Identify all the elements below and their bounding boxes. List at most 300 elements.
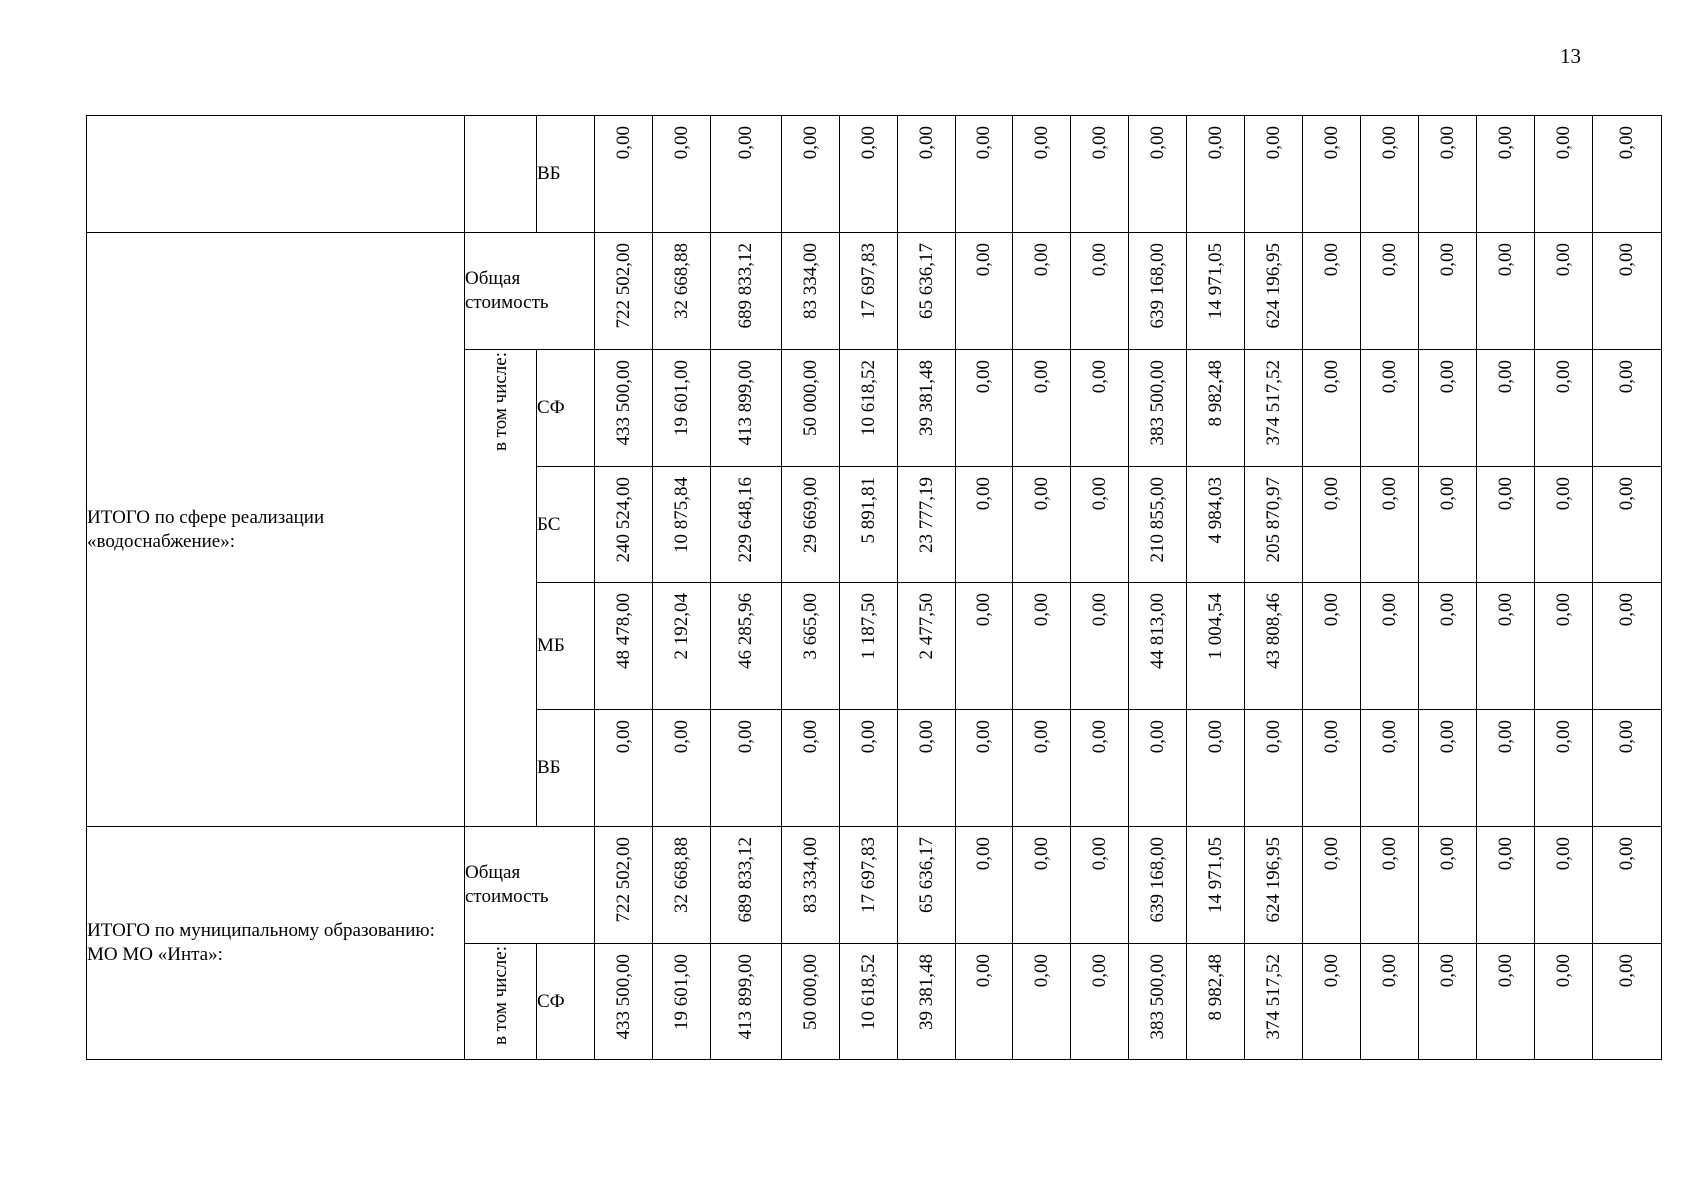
- value-text: 83 334,00: [799, 243, 821, 319]
- value-text: 240 524,00: [612, 477, 634, 563]
- value-cell: [1245, 710, 1303, 827]
- value-text: 50 000,00: [799, 954, 821, 1030]
- value-text: 0,00: [1030, 477, 1052, 511]
- value-cell: [1187, 827, 1245, 944]
- value-cell: [1477, 116, 1535, 233]
- value-text: 0,00: [1146, 126, 1168, 160]
- value-cell: [898, 710, 956, 827]
- value-text: 383 500,00: [1146, 360, 1168, 446]
- value-cell: [1071, 116, 1129, 233]
- value-cell: [1361, 467, 1419, 583]
- value-cell: [1071, 710, 1129, 827]
- value-cell: [1361, 944, 1419, 1060]
- value-cell: [956, 116, 1013, 233]
- value-cell: [1419, 233, 1477, 350]
- value-cell: [1245, 944, 1303, 1060]
- value-text: 0,00: [973, 477, 994, 511]
- value-text: 0,00: [1436, 954, 1458, 988]
- value-text: 0,00: [857, 720, 879, 754]
- value-text: 205 870,97: [1262, 477, 1284, 563]
- value-text: 14 971,05: [1204, 243, 1226, 319]
- value-text: 17 697,83: [857, 837, 879, 913]
- value-text: 374 517,52: [1262, 954, 1284, 1040]
- value-text: 0,00: [1494, 954, 1516, 988]
- value-cell: [1071, 944, 1129, 1060]
- value-cell: [1129, 710, 1187, 827]
- value-cell: [1071, 583, 1129, 710]
- value-text: 0,00: [1494, 360, 1516, 394]
- value-text: 39 381,48: [915, 954, 937, 1030]
- value-text: 413 899,00: [735, 360, 756, 446]
- value-text: 0,00: [1552, 126, 1574, 160]
- value-text: 0,00: [1030, 243, 1052, 277]
- value-text: 0,00: [1204, 720, 1226, 754]
- value-cell: [1419, 944, 1477, 1060]
- value-cell: [1129, 583, 1187, 710]
- value-cell: [711, 467, 782, 583]
- value-cell: [595, 710, 653, 827]
- value-cell: [1535, 116, 1593, 233]
- value-text: 0,00: [973, 243, 994, 277]
- value-cell: [1593, 350, 1662, 467]
- value-text: 3 665,00: [799, 593, 821, 660]
- value-text: 0,00: [1616, 243, 1637, 277]
- value-text: 0,00: [1436, 720, 1458, 754]
- value-cell: [1187, 350, 1245, 467]
- value-cell: [1303, 116, 1361, 233]
- value-text: 0,00: [1088, 243, 1110, 277]
- value-cell: [595, 944, 653, 1060]
- value-text: 0,00: [1030, 593, 1052, 627]
- value-text: 0,00: [915, 126, 937, 160]
- value-text: 44 813,00: [1146, 593, 1168, 669]
- value-text: 0,00: [1552, 360, 1574, 394]
- value-text: 0,00: [670, 126, 692, 160]
- value-cell: [1535, 350, 1593, 467]
- value-cell: [840, 583, 898, 710]
- value-cell: [1187, 116, 1245, 233]
- value-cell: [1303, 583, 1361, 710]
- value-cell: [782, 350, 840, 467]
- value-text: 23 777,19: [915, 477, 937, 553]
- value-cell: [653, 116, 711, 233]
- value-text: 8 982,48: [1204, 954, 1226, 1021]
- value-text: 0,00: [1378, 477, 1400, 511]
- value-cell: [1129, 827, 1187, 944]
- value-text: 0,00: [1436, 243, 1458, 277]
- value-text: 0,00: [1616, 477, 1637, 511]
- value-cell: [1477, 583, 1535, 710]
- value-cell: [1419, 710, 1477, 827]
- value-cell: [1071, 467, 1129, 583]
- value-cell: [1361, 710, 1419, 827]
- value-cell: [1303, 467, 1361, 583]
- value-text: 10 875,84: [670, 477, 692, 553]
- value-cell: [1303, 710, 1361, 827]
- value-cell: [1419, 583, 1477, 710]
- value-text: 0,00: [1378, 126, 1400, 160]
- value-text: 0,00: [1378, 837, 1400, 871]
- value-text: 722 502,00: [612, 243, 634, 329]
- value-cell: [711, 350, 782, 467]
- value-text: 0,00: [1320, 360, 1342, 394]
- value-text: 0,00: [1262, 720, 1284, 754]
- value-cell: [1361, 827, 1419, 944]
- value-text: 10 618,52: [857, 954, 879, 1030]
- value-text: 689 833,12: [735, 243, 756, 329]
- value-text: 0,00: [973, 720, 994, 754]
- value-text: 0,00: [1436, 593, 1458, 627]
- value-cell: [1013, 583, 1071, 710]
- value-cell: [1245, 583, 1303, 710]
- value-text: 0,00: [1030, 126, 1052, 160]
- value-cell: [898, 350, 956, 467]
- value-cell: [1187, 944, 1245, 1060]
- value-cell: [1187, 233, 1245, 350]
- value-cell: [653, 710, 711, 827]
- value-text: 0,00: [799, 720, 821, 754]
- value-cell: [1187, 710, 1245, 827]
- value-cell: [1593, 944, 1662, 1060]
- value-cell: [840, 350, 898, 467]
- value-text: 50 000,00: [799, 360, 821, 436]
- value-text: 0,00: [1088, 477, 1110, 511]
- value-text: 0,00: [1616, 954, 1637, 988]
- value-text: 0,00: [1378, 593, 1400, 627]
- value-cell: [782, 710, 840, 827]
- value-text: 4 984,03: [1204, 477, 1226, 544]
- value-cell: [956, 710, 1013, 827]
- value-cell: [1303, 350, 1361, 467]
- value-cell: [1419, 827, 1477, 944]
- value-cell: [1129, 467, 1187, 583]
- value-text: 29 669,00: [799, 477, 821, 553]
- value-text: 0,00: [1088, 837, 1110, 871]
- value-cell: [595, 583, 653, 710]
- value-cell: [653, 944, 711, 1060]
- value-cell: [1535, 233, 1593, 350]
- value-text: 0,00: [973, 837, 994, 871]
- value-text: 0,00: [1436, 837, 1458, 871]
- value-text: 65 636,17: [915, 837, 937, 913]
- value-text: 0,00: [1378, 954, 1400, 988]
- value-text: 0,00: [973, 360, 994, 394]
- value-cell: [898, 944, 956, 1060]
- value-text: 0,00: [1030, 837, 1052, 871]
- value-cell: [840, 944, 898, 1060]
- value-cell: [782, 944, 840, 1060]
- empty-including-cell: [465, 116, 537, 233]
- value-text: 46 285,96: [735, 593, 756, 669]
- total-cost-label: Общая стоимость: [465, 233, 595, 350]
- fund-cell: ВБ: [537, 710, 595, 827]
- value-cell: [1187, 467, 1245, 583]
- value-cell: [1013, 350, 1071, 467]
- value-cell: [711, 827, 782, 944]
- value-text: 0,00: [735, 126, 756, 160]
- including-label: [465, 944, 537, 1060]
- value-cell: [595, 350, 653, 467]
- value-cell: [1593, 467, 1662, 583]
- value-cell: [1419, 467, 1477, 583]
- value-cell: [840, 233, 898, 350]
- value-text: 0,00: [670, 720, 692, 754]
- value-text: 0,00: [1030, 720, 1052, 754]
- empty-title-cell: [87, 116, 465, 233]
- value-text: 0,00: [1320, 837, 1342, 871]
- value-text: 0,00: [1088, 954, 1110, 988]
- table-row: [87, 116, 1662, 233]
- value-cell: [1129, 116, 1187, 233]
- value-text: 32 668,88: [670, 837, 692, 913]
- value-text: 0,00: [1088, 593, 1110, 627]
- value-cell: [1303, 827, 1361, 944]
- value-text: 0,00: [1552, 954, 1574, 988]
- value-cell: [956, 233, 1013, 350]
- value-text: 0,00: [1378, 720, 1400, 754]
- value-cell: [1477, 233, 1535, 350]
- value-text: 65 636,17: [915, 243, 937, 319]
- value-text: 0,00: [1494, 593, 1516, 627]
- value-text: 624 196,95: [1262, 837, 1284, 923]
- value-cell: [1593, 583, 1662, 710]
- value-text: 383 500,00: [1146, 954, 1168, 1040]
- fund-cell: СФ: [537, 350, 595, 467]
- value-cell: [653, 350, 711, 467]
- value-text: 0,00: [1616, 720, 1637, 754]
- value-cell: [1535, 827, 1593, 944]
- value-text: 0,00: [1494, 720, 1516, 754]
- value-cell: [711, 233, 782, 350]
- block-title: ИТОГО по сфере реализации «водоснабжение»:: [87, 233, 465, 827]
- value-cell: [1535, 944, 1593, 1060]
- value-text: 0,00: [1436, 477, 1458, 511]
- value-cell: [1245, 116, 1303, 233]
- value-text: 39 381,48: [915, 360, 937, 436]
- value-cell: [840, 710, 898, 827]
- value-text: 19 601,00: [670, 360, 692, 436]
- value-cell: [956, 583, 1013, 710]
- value-text: 0,00: [1494, 477, 1516, 511]
- fund-cell: ВБ: [537, 116, 595, 233]
- value-cell: [1419, 116, 1477, 233]
- value-cell: [1013, 116, 1071, 233]
- value-cell: [1013, 233, 1071, 350]
- value-cell: [1013, 827, 1071, 944]
- value-cell: [653, 583, 711, 710]
- value-text: 0,00: [1616, 837, 1637, 871]
- value-text: 0,00: [1378, 243, 1400, 277]
- value-text: 433 500,00: [612, 360, 634, 446]
- value-text: 0,00: [857, 126, 879, 160]
- value-text: 19 601,00: [670, 954, 692, 1030]
- value-text: 2 192,04: [670, 593, 692, 660]
- value-cell: [840, 116, 898, 233]
- value-text: 0,00: [799, 126, 821, 160]
- value-text: 2 477,50: [915, 593, 937, 660]
- value-text: 0,00: [1320, 954, 1342, 988]
- value-text: 0,00: [1552, 837, 1574, 871]
- value-cell: [1361, 583, 1419, 710]
- value-cell: [1593, 710, 1662, 827]
- table-row: [87, 233, 1662, 350]
- value-cell: [1245, 467, 1303, 583]
- funding-table: [86, 115, 1662, 1060]
- value-text: 5 891,81: [857, 477, 879, 544]
- fund-cell: СФ: [537, 944, 595, 1060]
- value-cell: [1361, 116, 1419, 233]
- value-cell: [1303, 233, 1361, 350]
- value-cell: [1245, 233, 1303, 350]
- value-cell: [653, 467, 711, 583]
- value-text: 0,00: [1146, 720, 1168, 754]
- value-text: 0,00: [1088, 126, 1110, 160]
- value-text: 0,00: [1320, 477, 1342, 511]
- value-text: 639 168,00: [1146, 837, 1168, 923]
- value-cell: [1477, 710, 1535, 827]
- value-cell: [1245, 827, 1303, 944]
- value-text: 43 808,46: [1262, 593, 1284, 669]
- value-text: 374 517,52: [1262, 360, 1284, 446]
- value-text: 689 833,12: [735, 837, 756, 923]
- value-cell: [1477, 827, 1535, 944]
- total-cost-label: Общая стоимость: [465, 827, 595, 944]
- value-text: 0,00: [973, 593, 994, 627]
- value-cell: [1361, 233, 1419, 350]
- value-cell: [1477, 467, 1535, 583]
- value-cell: [595, 827, 653, 944]
- value-cell: [1593, 233, 1662, 350]
- value-text: 0,00: [973, 126, 994, 160]
- value-cell: [1129, 944, 1187, 1060]
- value-text: 639 168,00: [1146, 243, 1168, 329]
- value-text: 32 668,88: [670, 243, 692, 319]
- value-cell: [1419, 350, 1477, 467]
- value-cell: [1535, 710, 1593, 827]
- value-text: 0,00: [1378, 360, 1400, 394]
- value-text: 229 648,16: [735, 477, 756, 563]
- value-cell: [840, 467, 898, 583]
- value-cell: [653, 827, 711, 944]
- value-text: 0,00: [1494, 126, 1516, 160]
- value-text: 0,00: [915, 720, 937, 754]
- value-cell: [956, 467, 1013, 583]
- value-cell: [711, 944, 782, 1060]
- value-cell: [1071, 350, 1129, 467]
- value-cell: [1129, 350, 1187, 467]
- including-label-text: в том числе:: [489, 352, 511, 452]
- value-text: 0,00: [612, 126, 634, 160]
- value-text: 0,00: [1494, 243, 1516, 277]
- value-cell: [595, 116, 653, 233]
- value-text: 8 982,48: [1204, 360, 1226, 427]
- value-text: 0,00: [1204, 126, 1226, 160]
- value-text: 83 334,00: [799, 837, 821, 913]
- value-cell: [1477, 350, 1535, 467]
- value-text: 0,00: [1088, 360, 1110, 394]
- value-text: 0,00: [612, 720, 634, 754]
- value-text: 0,00: [1436, 360, 1458, 394]
- value-text: 0,00: [1088, 720, 1110, 754]
- value-cell: [1245, 350, 1303, 467]
- value-cell: [1303, 944, 1361, 1060]
- table-row: [87, 827, 1662, 944]
- value-text: 0,00: [1320, 126, 1342, 160]
- value-text: 0,00: [1494, 837, 1516, 871]
- value-text: 0,00: [973, 954, 994, 988]
- value-cell: [898, 583, 956, 710]
- value-cell: [1013, 467, 1071, 583]
- value-cell: [1013, 710, 1071, 827]
- value-text: 0,00: [1320, 243, 1342, 277]
- value-text: 624 196,95: [1262, 243, 1284, 329]
- value-cell: [711, 583, 782, 710]
- including-label: [465, 350, 537, 827]
- value-text: 0,00: [1552, 720, 1574, 754]
- value-text: 0,00: [1552, 593, 1574, 627]
- block-title: ИТОГО по муниципальному образованию: МО МО «Инта»:: [87, 827, 465, 1060]
- fund-cell: БС: [537, 467, 595, 583]
- value-cell: [1071, 827, 1129, 944]
- value-text: 1 004,54: [1204, 593, 1226, 660]
- value-cell: [1593, 116, 1662, 233]
- including-label-text: в том числе:: [489, 946, 511, 1046]
- value-text: 0,00: [735, 720, 756, 754]
- value-text: 0,00: [1552, 477, 1574, 511]
- value-cell: [956, 827, 1013, 944]
- value-text: 413 899,00: [735, 954, 756, 1040]
- value-text: 0,00: [1552, 243, 1574, 277]
- value-text: 210 855,00: [1146, 477, 1168, 563]
- value-cell: [711, 116, 782, 233]
- value-cell: [1013, 944, 1071, 1060]
- value-text: 10 618,52: [857, 360, 879, 436]
- value-cell: [1071, 233, 1129, 350]
- fund-cell: МБ: [537, 583, 595, 710]
- value-text: 0,00: [1030, 954, 1052, 988]
- value-cell: [595, 467, 653, 583]
- value-text: 0,00: [1320, 720, 1342, 754]
- value-cell: [898, 467, 956, 583]
- value-text: 48 478,00: [612, 593, 634, 669]
- value-text: 722 502,00: [612, 837, 634, 923]
- value-cell: [782, 116, 840, 233]
- value-cell: [1361, 350, 1419, 467]
- value-text: 0,00: [1030, 360, 1052, 394]
- value-cell: [1477, 944, 1535, 1060]
- value-cell: [782, 467, 840, 583]
- value-text: 17 697,83: [857, 243, 879, 319]
- value-text: 0,00: [1616, 593, 1637, 627]
- value-text: 1 187,50: [857, 593, 879, 660]
- value-cell: [840, 827, 898, 944]
- value-cell: [1593, 827, 1662, 944]
- value-cell: [956, 944, 1013, 1060]
- value-cell: [898, 233, 956, 350]
- value-cell: [653, 233, 711, 350]
- value-cell: [898, 827, 956, 944]
- value-cell: [1535, 467, 1593, 583]
- value-cell: [782, 233, 840, 350]
- value-cell: [1535, 583, 1593, 710]
- value-cell: [1187, 583, 1245, 710]
- value-text: 0,00: [1616, 126, 1637, 160]
- value-text: 0,00: [1320, 593, 1342, 627]
- value-cell: [595, 233, 653, 350]
- value-text: 0,00: [1262, 126, 1284, 160]
- value-cell: [782, 583, 840, 710]
- page-number: 13: [1560, 44, 1581, 68]
